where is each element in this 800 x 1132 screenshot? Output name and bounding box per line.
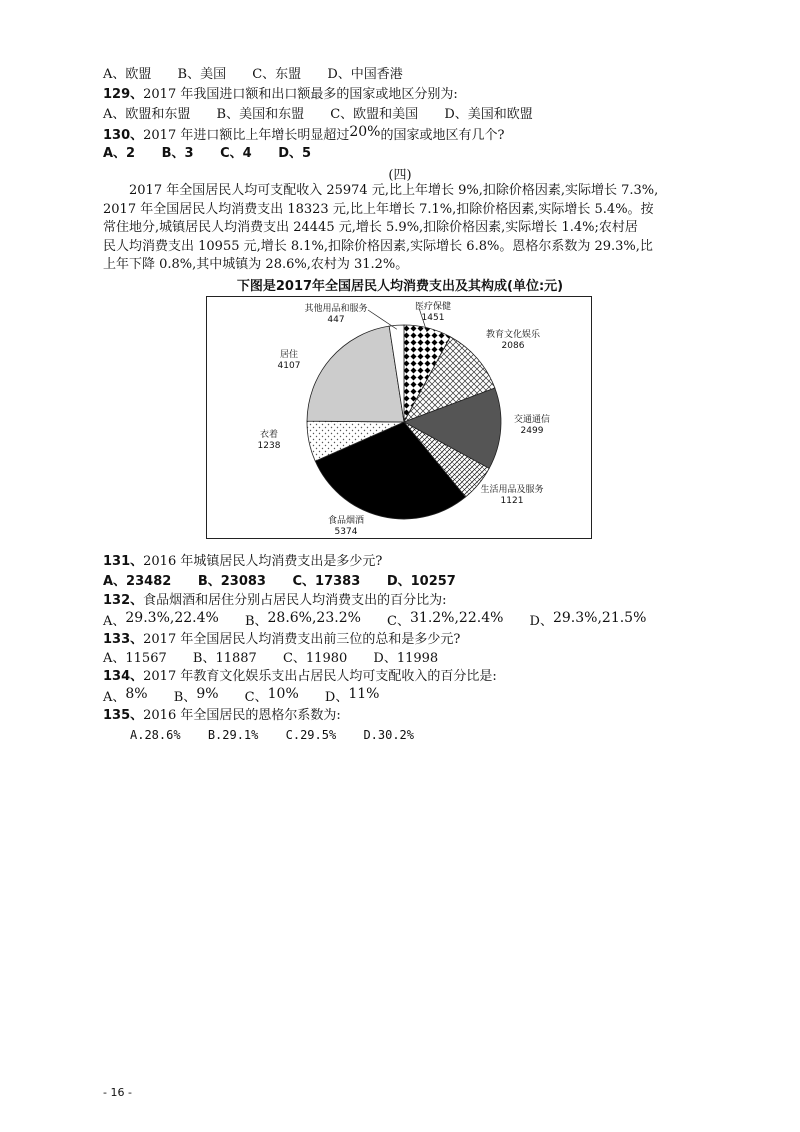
q135-option-b: B.29.1% <box>207 728 259 742</box>
pie-label-value-6: 1238 <box>257 441 281 451</box>
q134-option-b-value: 9% <box>196 686 219 702</box>
section-title: (四) <box>388 168 412 183</box>
q131-option-d: D、10257 <box>386 574 456 589</box>
q130-option-a: A、2 <box>103 146 136 161</box>
q129-option-d: D、美国和欧盟 <box>444 107 533 122</box>
q132-option-d-value: 29.3%,21.5% <box>552 610 647 626</box>
q132-option-a-letter: A、 <box>103 614 126 629</box>
q135-options <box>130 726 414 744</box>
passage-line-4: 民人均消费支出 10955 元,增长 8.1%,扣除价格因素,实际增长 6.8%。恩格尔系数为 29.3%,比 <box>103 238 653 254</box>
q132-option-b-letter: B、 <box>244 614 268 629</box>
passage-line-2: 2017 年全国居民人均消费支出 18323 元,比上年增长 7.1%,扣除价格因素,实际增长 5.4%。按 <box>103 201 654 217</box>
pie-chart <box>206 296 592 539</box>
q128-option-c: C、东盟 <box>252 67 302 82</box>
q134-stem <box>103 668 497 686</box>
pie-label-value-2: 2086 <box>501 341 525 351</box>
q130-options <box>103 145 311 163</box>
q132-option-c-value: 31.2%,22.4% <box>410 610 504 626</box>
q134-option-c-letter: C、 <box>244 690 268 705</box>
pie-label-name-7: 居住 <box>279 350 299 360</box>
q129-number: 129、 <box>103 87 144 102</box>
q133-option-b: B、11887 <box>192 651 257 666</box>
q134-number: 134、 <box>103 669 144 684</box>
q132-option-c-letter: C、 <box>387 614 410 629</box>
pie-label-value-7: 4107 <box>277 361 301 371</box>
q135-text: 2016 年全国居民的恩格尔系数为: <box>143 708 341 723</box>
pie-label-name-6: 衣着 <box>259 430 279 440</box>
q130-option-c: C、4 <box>220 146 252 161</box>
q131-option-b: B、23083 <box>197 574 266 589</box>
q132-option-a <box>103 612 219 631</box>
q134-option-d-letter: D、 <box>324 690 349 705</box>
passage-line-3: 常住地分,城镇居民人均消费支出 24445 元,增长 5.9%,扣除价格因素,实际增长 1.4%;农村居 <box>103 220 638 235</box>
q131-option-c: C、17383 <box>292 574 361 589</box>
pie-label-name-1: 医疗保健 <box>414 302 452 312</box>
q128-option-b: B、美国 <box>177 67 227 82</box>
q132-option-a-value: 29.3%,22.4% <box>125 610 219 626</box>
q130-option-b: B、3 <box>161 146 194 161</box>
q132-option-b <box>245 612 361 631</box>
q132-number: 132、 <box>103 593 144 608</box>
q135-option-d: D.30.2% <box>363 728 415 742</box>
q130-number: 130、 <box>103 128 144 143</box>
passage-line-1: 2017 年全国居民人均可支配收入 25974 元,比上年增长 9%,扣除价格因素,实际增长 7.3%, <box>129 183 659 198</box>
q134-option-b-letter: B、 <box>173 690 197 705</box>
q133-options <box>103 650 438 668</box>
q133-text: 2017 年全国居民人均消费支出前三位的总和是多少元? <box>143 632 461 647</box>
passage <box>103 182 703 275</box>
pie-label-value-4: 1121 <box>500 496 524 506</box>
q132-option-d-letter: D、 <box>529 614 553 629</box>
q130-stem <box>103 126 504 145</box>
q129-options <box>103 106 533 124</box>
q132-option-c <box>387 612 503 631</box>
pie-label-name-2: 教育文化娱乐 <box>485 330 541 340</box>
pie-label-value-3: 2499 <box>520 426 544 436</box>
pie-label-value-8: 447 <box>327 315 345 325</box>
pie-slice-7 <box>307 326 404 422</box>
q128-option-a: A、欧盟 <box>103 67 152 82</box>
q134-text: 2017 年教育文化娱乐支出占居民人均可支配收入的百分比是: <box>143 669 497 684</box>
q132-option-d <box>530 612 647 631</box>
q131-option-a: A、23482 <box>103 574 172 589</box>
q134-option-d <box>325 688 380 707</box>
q134-option-a-value: 8% <box>125 686 148 702</box>
pie-label-value-5: 5374 <box>334 527 358 537</box>
pie-leader-8 <box>368 310 397 329</box>
q130-option-d: D、5 <box>278 146 312 161</box>
q134-option-c-value: 10% <box>267 686 299 702</box>
q134-options <box>103 688 379 707</box>
pie-label-name-8: 其他用品和服务 <box>304 304 368 314</box>
chart-title: 下图是2017年全国居民人均消费支出及其构成(单位:元) <box>236 279 564 294</box>
pie-label-name-4: 生活用品及服务 <box>480 485 544 495</box>
q131-text: 2016 年城镇居民人均消费支出是多少元? <box>143 554 383 569</box>
pie-label-name-5: 食品烟酒 <box>327 516 365 526</box>
page-number: - 16 - <box>103 1086 132 1099</box>
q128-options <box>103 66 403 84</box>
q135-number: 135、 <box>103 708 144 723</box>
q132-options <box>103 612 646 631</box>
q129-option-a: A、欧盟和东盟 <box>103 107 191 122</box>
q132-option-b-value: 28.6%,23.2% <box>267 610 361 626</box>
q128-option-d: D、中国香港 <box>327 67 403 82</box>
q130-text-after: 的国家或地区有几个? <box>380 128 505 143</box>
q135-stem <box>103 707 341 725</box>
q134-option-a-letter: A、 <box>103 690 126 705</box>
q131-options <box>103 573 456 591</box>
q129-option-c: C、欧盟和美国 <box>330 107 419 122</box>
q134-option-a <box>103 688 148 707</box>
q135-option-c: C.29.5% <box>285 728 337 742</box>
pie-label-value-1: 1451 <box>421 313 445 323</box>
q134-option-b <box>174 688 219 707</box>
q134-option-d-value: 11% <box>348 686 380 702</box>
q131-number: 131、 <box>103 554 144 569</box>
q132-text: 食品烟酒和居住分别占居民人均消费支出的百分比为: <box>143 593 447 608</box>
q132-stem <box>103 592 447 610</box>
q133-stem <box>103 631 460 649</box>
q130-pct: 20% <box>349 124 381 140</box>
pie-chart-svg <box>207 297 591 538</box>
q129-stem <box>103 86 458 104</box>
q131-stem <box>103 553 382 571</box>
q129-text: 2017 年我国进口额和出口额最多的国家或地区分别为: <box>143 87 458 102</box>
q133-option-c: C、11980 <box>282 651 348 666</box>
q133-option-d: D、11998 <box>373 651 439 666</box>
q130-text-before: 2017 年进口额比上年增长明显超过 <box>143 128 350 143</box>
q129-option-b: B、美国和东盟 <box>216 107 305 122</box>
q133-option-a: A、11567 <box>103 651 167 666</box>
passage-line-5: 上年下降 0.8%,其中城镇为 28.6%,农村为 31.2%。 <box>103 257 409 272</box>
q133-number: 133、 <box>103 632 144 647</box>
q135-option-a: A.28.6% <box>130 728 181 742</box>
pie-label-name-3: 交通通信 <box>513 415 551 425</box>
q134-option-c <box>245 688 299 707</box>
